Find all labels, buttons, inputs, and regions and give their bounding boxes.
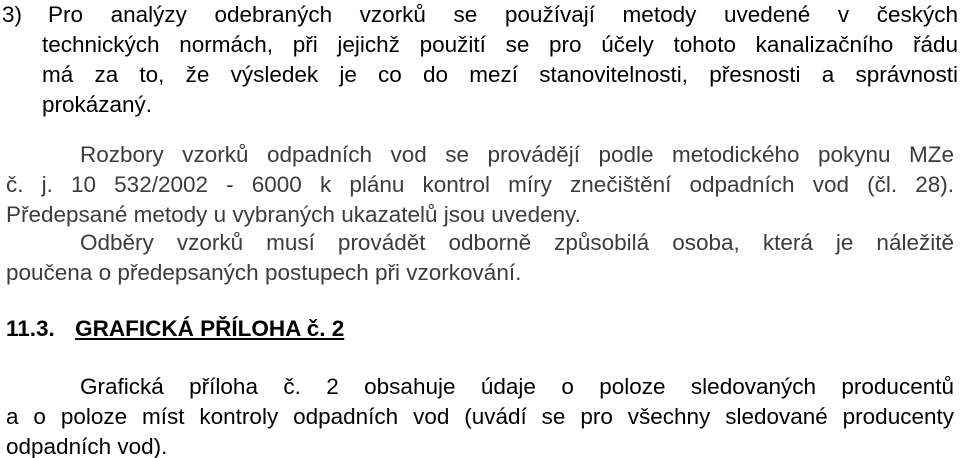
item3-line-2: technických normách, při jejichž použití se pro účely tohoto kanalizačního řádu bbox=[42, 32, 958, 57]
graficka-line-1: Grafická příloha č. 2 obsahuje údaje o poloze sledovaných producentů bbox=[80, 374, 954, 399]
paragraph-odbery bbox=[6, 228, 954, 288]
list-item-number: 3) bbox=[2, 2, 23, 27]
item3-line-1: Pro analýzy odebraných vzorků se používají metody uvedené v českých bbox=[48, 2, 958, 27]
graficka-line-2: a o poloze míst kontroly odpadních vod (uvádí se pro všechny sledované producenty bbox=[6, 404, 954, 429]
paragraph-rozbory bbox=[6, 140, 954, 230]
odbery-line-2: poučena o předepsaných postupech při vzorkování. bbox=[6, 260, 522, 285]
section-heading bbox=[6, 314, 344, 344]
item3-line-3: má za to, že výsledek je co do mezí stanovitelnosti, přesnosti a správnosti bbox=[42, 62, 958, 87]
rozbory-line-2: č. j. 10 532/2002 - 6000 k plánu kontrol míry znečištění odpadních vod (čl. 28). bbox=[6, 172, 954, 197]
rozbory-line-3: Předepsané metody u vybraných ukazatelů jsou uvedeny. bbox=[6, 202, 581, 227]
odbery-line-1: Odběry vzorků musí provádět odborně způsobilá osoba, která je náležitě bbox=[80, 230, 954, 255]
heading-title: GRAFICKÁ PŘÍLOHA č. 2 bbox=[75, 316, 345, 341]
graficka-line-3: odpadních vod). bbox=[6, 434, 168, 458]
item3-line-4: prokázaný. bbox=[42, 92, 153, 117]
paragraph-graficka bbox=[6, 372, 954, 458]
rozbory-line-1: Rozbory vzorků odpadních vod se provádějí podle metodického pokynu MZe bbox=[80, 142, 954, 167]
heading-number: 11.3. bbox=[6, 316, 55, 341]
